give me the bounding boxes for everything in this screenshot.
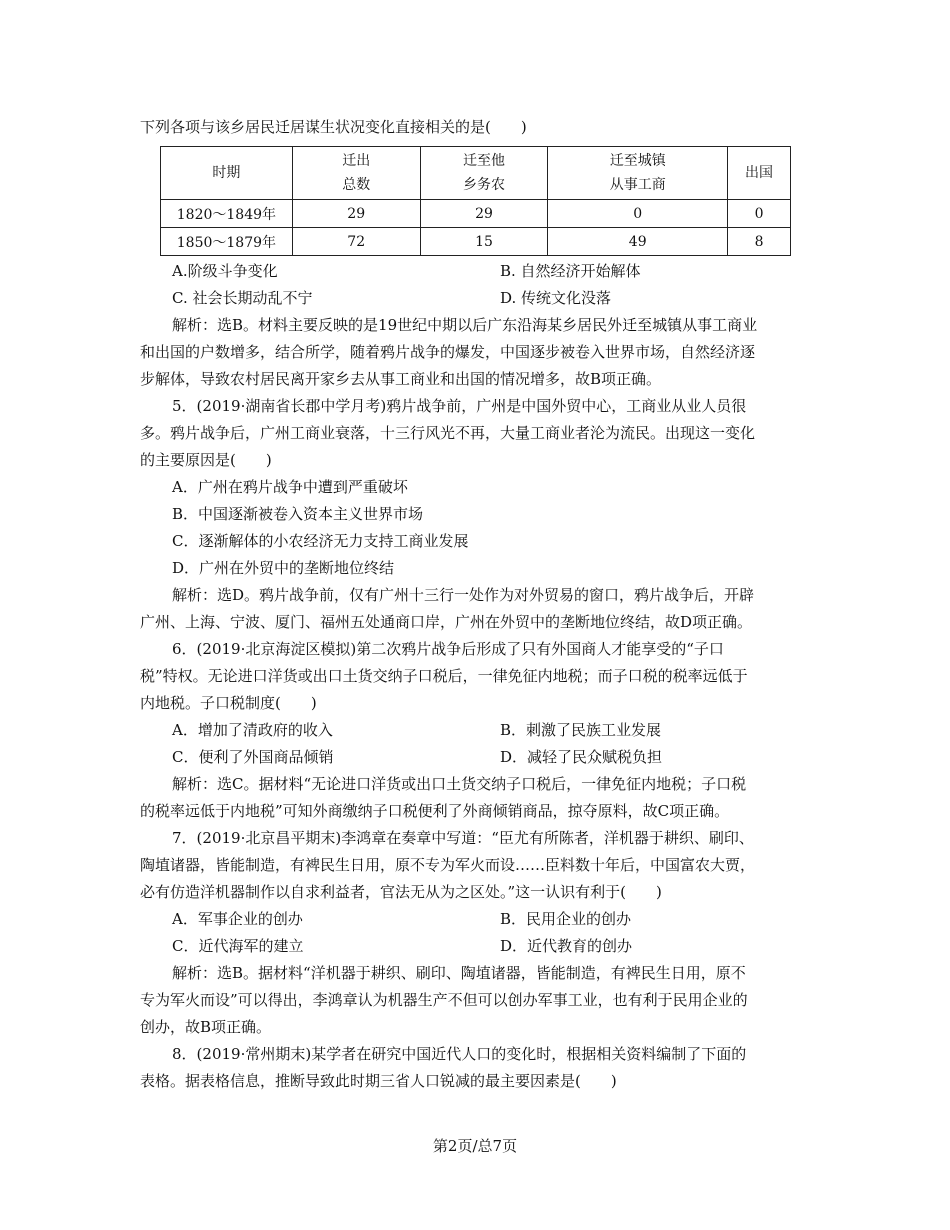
- q7-option-a: A．军事企业的创办: [172, 910, 303, 928]
- table-cell: 1820～1849年: [161, 200, 293, 228]
- q5-analysis: 解析：选D。鸦片战争前，仅有广州十三行一处作为对外贸易的窗口，鸦片战争后，开辟: [172, 586, 755, 604]
- q4-analysis: 步解体，导致农村居民离开家乡去从事工商业和出国的情况增多，故B项正确。: [140, 370, 662, 388]
- q5-stem: 5．(2019·湖南省长郡中学月考)鸦片战争前，广州是中国外贸中心，工商业从业人员很: [172, 397, 747, 415]
- q4-analysis: 解析：选B。材料主要反映的是19世纪中期以后广东沿海某乡居民外迁至城镇从事工商业: [172, 316, 758, 334]
- q7-stem: 7．(2019·北京昌平期末)李鸿章在奏章中写道：“臣尤有所陈者，洋机器于耕织、刷印、: [172, 829, 754, 847]
- q7-analysis: 专为军火而设”可以得出，李鸿章认为机器生产不但可以创办军事工业，也有利于民用企业的: [140, 991, 748, 1009]
- header-cell: 时期: [161, 147, 293, 200]
- q5-option-c: C．逐渐解体的小农经济无力支持工商业发展: [172, 532, 469, 550]
- table-cell: 15: [420, 228, 548, 256]
- q6-stem: 内地税。子口税制度( ): [140, 694, 317, 712]
- q7-option-d: D．近代教育的创办: [500, 937, 633, 955]
- q8-stem: 表格。据表格信息，推断导致此时期三省人口锐减的最主要因素是( ): [140, 1072, 617, 1090]
- q4-analysis: 和出国的户数增多，结合所学，随着鸦片战争的爆发，中国逐步被卷入世界市场，自然经济逐: [140, 343, 756, 361]
- q7-analysis: 创办，故B项正确。: [140, 1018, 272, 1036]
- table-cell: 72: [292, 228, 420, 256]
- header-cell: 出国: [728, 147, 791, 200]
- table-row: [161, 228, 791, 256]
- q6-option-d: D．减轻了民众赋税负担: [500, 748, 663, 766]
- table-cell: 0: [728, 200, 791, 228]
- q6-option-a: A．增加了清政府的收入: [172, 721, 333, 739]
- header-cell: 迁至城镇 从事工商: [548, 147, 728, 200]
- question-4-stem: 下列各项与该乡居民迁居谋生状况变化直接相关的是( ): [140, 118, 527, 136]
- q5-option-b: B．中国逐渐被卷入资本主义世界市场: [172, 505, 424, 523]
- q6-option-b: B．刺激了民族工业发展: [500, 721, 662, 739]
- q6-analysis: 解析：选C。据材料“无论进口洋货或出口土货交纳子口税后，一律免征内地税；子口税: [172, 775, 747, 793]
- table-row: [161, 200, 791, 228]
- q5-option-d: D．广州在外贸中的垄断地位终结: [172, 559, 395, 577]
- migration-table: [160, 146, 791, 256]
- q4-option-d: D. 传统文化没落: [500, 289, 612, 307]
- q7-analysis: 解析：选B。据材料“洋机器于耕织、刷印、陶埴诸器，皆能制造，有裨民生日用，原不: [172, 964, 746, 982]
- header-cell: 迁出 总数: [292, 147, 420, 200]
- q7-stem: 陶埴诸器，皆能制造，有裨民生日用，原不专为军火而设……臣料数十年后，中国富农大贾，: [140, 856, 756, 874]
- q6-analysis: 的税率远低于内地税”可知外商缴纳子口税便利了外商倾销商品，掠夺原料，故C项正确。: [140, 802, 730, 820]
- table-cell: 8: [728, 228, 791, 256]
- q7-option-b: B．民用企业的创办: [500, 910, 632, 928]
- q6-stem: 6．(2019·北京海淀区模拟)第二次鸦片战争后形成了只有外国商人才能享受的“子口: [172, 640, 724, 658]
- q4-option-b: B. 自然经济开始解体: [500, 262, 641, 280]
- q5-option-a: A．广州在鸦片战争中遭到严重破坏: [172, 478, 408, 496]
- q7-stem: 必有仿造洋机器制作以自求利益者，官法无从为之区处。”这一认识有利于( ): [140, 883, 662, 901]
- table-cell: 29: [420, 200, 548, 228]
- page-footer: 第2页/总7页: [432, 1137, 518, 1155]
- q6-stem: 税”特权。无论进口洋货或出口土货交纳子口税后，一律免征内地税；而子口税的税率远低于: [140, 667, 748, 685]
- table-cell: 1850～1879年: [161, 228, 293, 256]
- q5-analysis: 广州、上海、宁波、厦门、福州五处通商口岸，广州在外贸中的垄断地位终结，故D项正确。: [140, 613, 753, 631]
- q7-option-c: C．近代海军的建立: [172, 937, 304, 955]
- q5-stem: 多。鸦片战争后，广州工商业衰落，十三行风光不再，大量工商业者沦为流民。出现这一变化: [140, 424, 756, 442]
- q4-option-a: A.阶级斗争变化: [172, 262, 278, 280]
- header-cell: 迁至他 乡务农: [420, 147, 548, 200]
- table-header-row: [161, 147, 791, 200]
- q6-option-c: C．便利了外国商品倾销: [172, 748, 334, 766]
- q4-option-c: C. 社会长期动乱不宁: [172, 289, 313, 307]
- table-cell: 0: [548, 200, 728, 228]
- q8-stem: 8．(2019·常州期末)某学者在研究中国近代人口的变化时，根据相关资料编制了下面的: [172, 1045, 747, 1063]
- q5-stem: 的主要原因是( ): [140, 451, 272, 469]
- table-cell: 29: [292, 200, 420, 228]
- table-cell: 49: [548, 228, 728, 256]
